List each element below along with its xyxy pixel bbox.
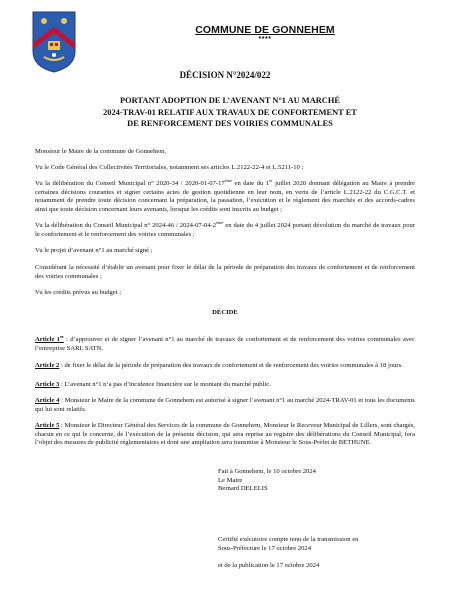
decide-heading: DÉCIDE [212, 309, 238, 316]
article-label: Article 3 [35, 381, 60, 388]
certification-line: Certifié exécutoire compte tenu de la transmission en [218, 536, 359, 543]
coat-of-arms-icon [32, 11, 76, 73]
article-4: Article 4 : Monsieur le Maire de la commune de Gonnehem est autorisé à signer l’avenant n°1 au marché 2024-TRAV-01 et tous les documents qui lui sont relatifs. [35, 397, 415, 413]
article-2: Article 2 : de fixer le délai de la période de préparation des travaux de confortement et de renforcement des voiries communales à 18 jours. [35, 362, 403, 369]
signature-block [218, 468, 316, 494]
article-label: Article 4 [35, 397, 60, 404]
article-label: Article 1er [35, 333, 64, 343]
subject-line: 2024-TRAV-01 RELATIF AUX TRAVAUX DE CONFORTEMENT ET [103, 107, 357, 117]
vu-credits-paragraph: Vu les crédits prévus au budget ; [35, 289, 122, 296]
article-label: Article 5 [35, 422, 60, 429]
signature-name: Bernard DELELIS [218, 485, 268, 492]
certification-line: Sous-Préfecture le 17 octobre 2024 [218, 544, 312, 552]
intro-paragraph: Monsieur le Maire de la commune de Gonnehem, [35, 148, 167, 155]
signature-role: Le Maire [218, 476, 243, 484]
decision-subject [70, 95, 390, 130]
vu-devolution-paragraph: Vu la délibération du Conseil Municipal n° 2024-46 / 2024-07-04-2ème en date du 4 juillet 2024 portant dévolution du marché de travaux pour le confortement et le renforcement des voiries communales ; [35, 219, 415, 238]
vu-code-paragraph: Vu le Code Général des Collectivités Territoriales, notamment ses articles L.2122-22-4 et L.5211-10 ; [35, 164, 304, 171]
decision-title: DÉCISION N°2024/022 [179, 70, 271, 80]
subject-line: PORTANT ADOPTION DE L’AVENANT N°1 AU MARCHÉ [120, 96, 340, 105]
article-label: Article 2 [35, 362, 60, 369]
commune-name: COMMUNE DE GONNEHEM [195, 24, 335, 36]
considerant-paragraph: Considérant la nécessité d’établir un avenant pour fixer le délai de la période de préparation des travaux de confortement et de renforcement des voiries communales ; [35, 264, 415, 280]
certification-block [218, 536, 358, 570]
article-1: Article 1er : d’approuver et de signer l’avenant n°1 au marché de travaux de confortement et de renforcement des voiries communales avec l’entreprise SARL SATN. [35, 333, 415, 352]
certification-line: et de la publication le 17 octobre 2024 [218, 561, 320, 569]
subject-line: DE RENFORCEMENT DES VOIRIES COMMUNALES [127, 119, 333, 128]
signature-place-date: Fait à Gonnehem, le 10 octobre 2024 [218, 468, 316, 475]
header-stars: **** [258, 36, 272, 43]
vu-delegation-paragraph: Vu la délibération du Conseil Municipal n° 2020-34 / 2020-01-07-17ème en date du 1er juillet 2020 donnant délégation au Maire à prendre certaines décisions courantes et signer certains actes de gestion quotidienne en leur nom, en vertu de l’article L.2122-22 du C.G.C.T. et notamment de prendre toute décision concernant la préparation, la passation, l’exécution et le règlement des marchés et des accords-cadres ainsi que toute décision concernant leurs avenants, lorsque les crédits sont inscrits au budget ; [35, 177, 415, 213]
vu-projet-paragraph: Vu le projet d’avenant n°1 au marché signé ; [35, 247, 153, 254]
article-3: Article 3 : L’avenant n°1 n’a pas d’incidence financière sur le montant du marché public. [35, 381, 271, 388]
article-5: Article 5 : Monsieur le Directeur Général des Services de la commune de Gonnehem, Monsieur le Receveur Municipal de Lillers, sont chargés, chacun en ce qui le concerne, de l’exécution de la présente décision, qui sera reprise au registre des délibérations du Conseil Municipal, fera l’objet des mesures de publicité réglementaires et dont une ampliation sera transmise à Monsieur le Sous-Préfet de BETHUNE. [35, 422, 415, 446]
